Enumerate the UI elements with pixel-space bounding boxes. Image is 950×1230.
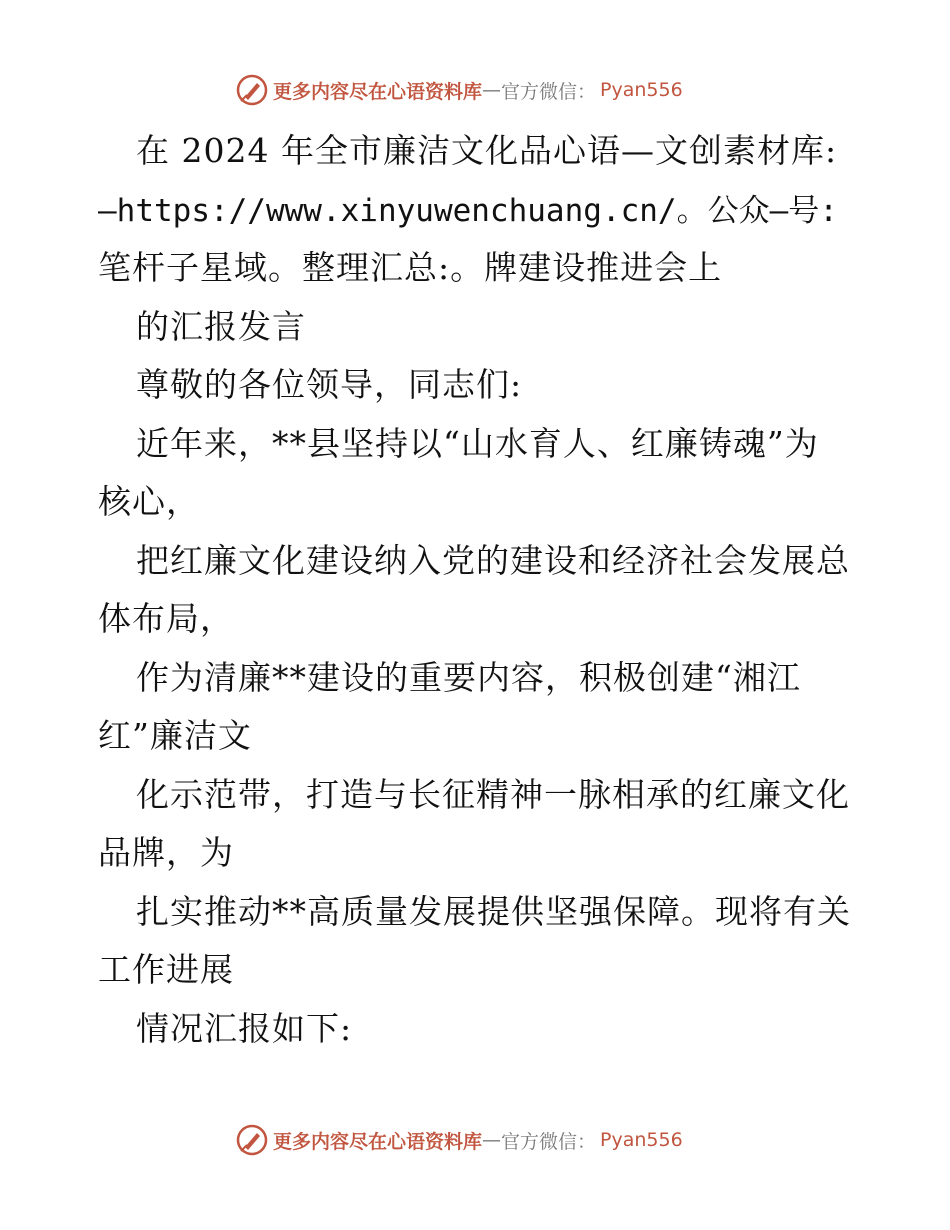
header-watermark <box>235 70 683 110</box>
watermark-wechat-label: 官方微信： <box>501 80 597 103</box>
url-text: —https://www.xinyuwenchuang.cn/。公众—号: <box>98 192 838 229</box>
text-line: 体布局， <box>98 599 234 638</box>
text-line: 把红廉文化建设纳入党的建设和经济社会发展总 <box>136 540 850 580</box>
watermark-main-text: 更多内容尽在心语资料库 <box>273 80 483 103</box>
quill-logo-icon <box>235 1123 269 1157</box>
text-line: 红”廉洁文 <box>98 716 252 755</box>
quill-logo-icon <box>235 73 269 107</box>
footer-watermark <box>235 1120 683 1160</box>
text-line: 情况汇报如下: <box>136 1008 353 1048</box>
watermark-separator: — <box>482 1129 502 1151</box>
text-line: 近年来，**县坚持以“山水育人、红廉铸魂”为 <box>136 423 819 463</box>
text-line: 笔杆子星域。整理汇总:。牌建设推进会上 <box>98 248 723 287</box>
text-line: 化示范带，打造与长征精神一脉相承的红廉文化 <box>136 774 850 814</box>
text-line: 品牌，为 <box>98 833 234 872</box>
text-line: 扎实推动**高质量发展提供坚强保障。现将有关 <box>136 891 851 931</box>
document-body <box>98 122 858 1058</box>
salutation: 尊敬的各位领导，同志们: <box>136 365 523 404</box>
watermark-separator: — <box>482 79 502 101</box>
watermark-wechat-id: Pyan556 <box>600 79 683 101</box>
text-line <box>98 181 858 240</box>
text-line: 核心， <box>98 482 200 521</box>
watermark-wechat-label: 官方微信： <box>501 1130 597 1153</box>
text-line: 工作进展 <box>98 950 234 989</box>
text-line: 作为清廉**建设的重要内容，积极创建“湘江 <box>136 657 801 697</box>
watermark-wechat-id: Pyan556 <box>600 1129 683 1151</box>
text-line: 在 2024 年全市廉洁文化品心语—文创素材库: <box>136 131 838 170</box>
watermark-main-text: 更多内容尽在心语资料库 <box>273 1130 483 1153</box>
text-line: 的汇报发言 <box>136 306 306 346</box>
